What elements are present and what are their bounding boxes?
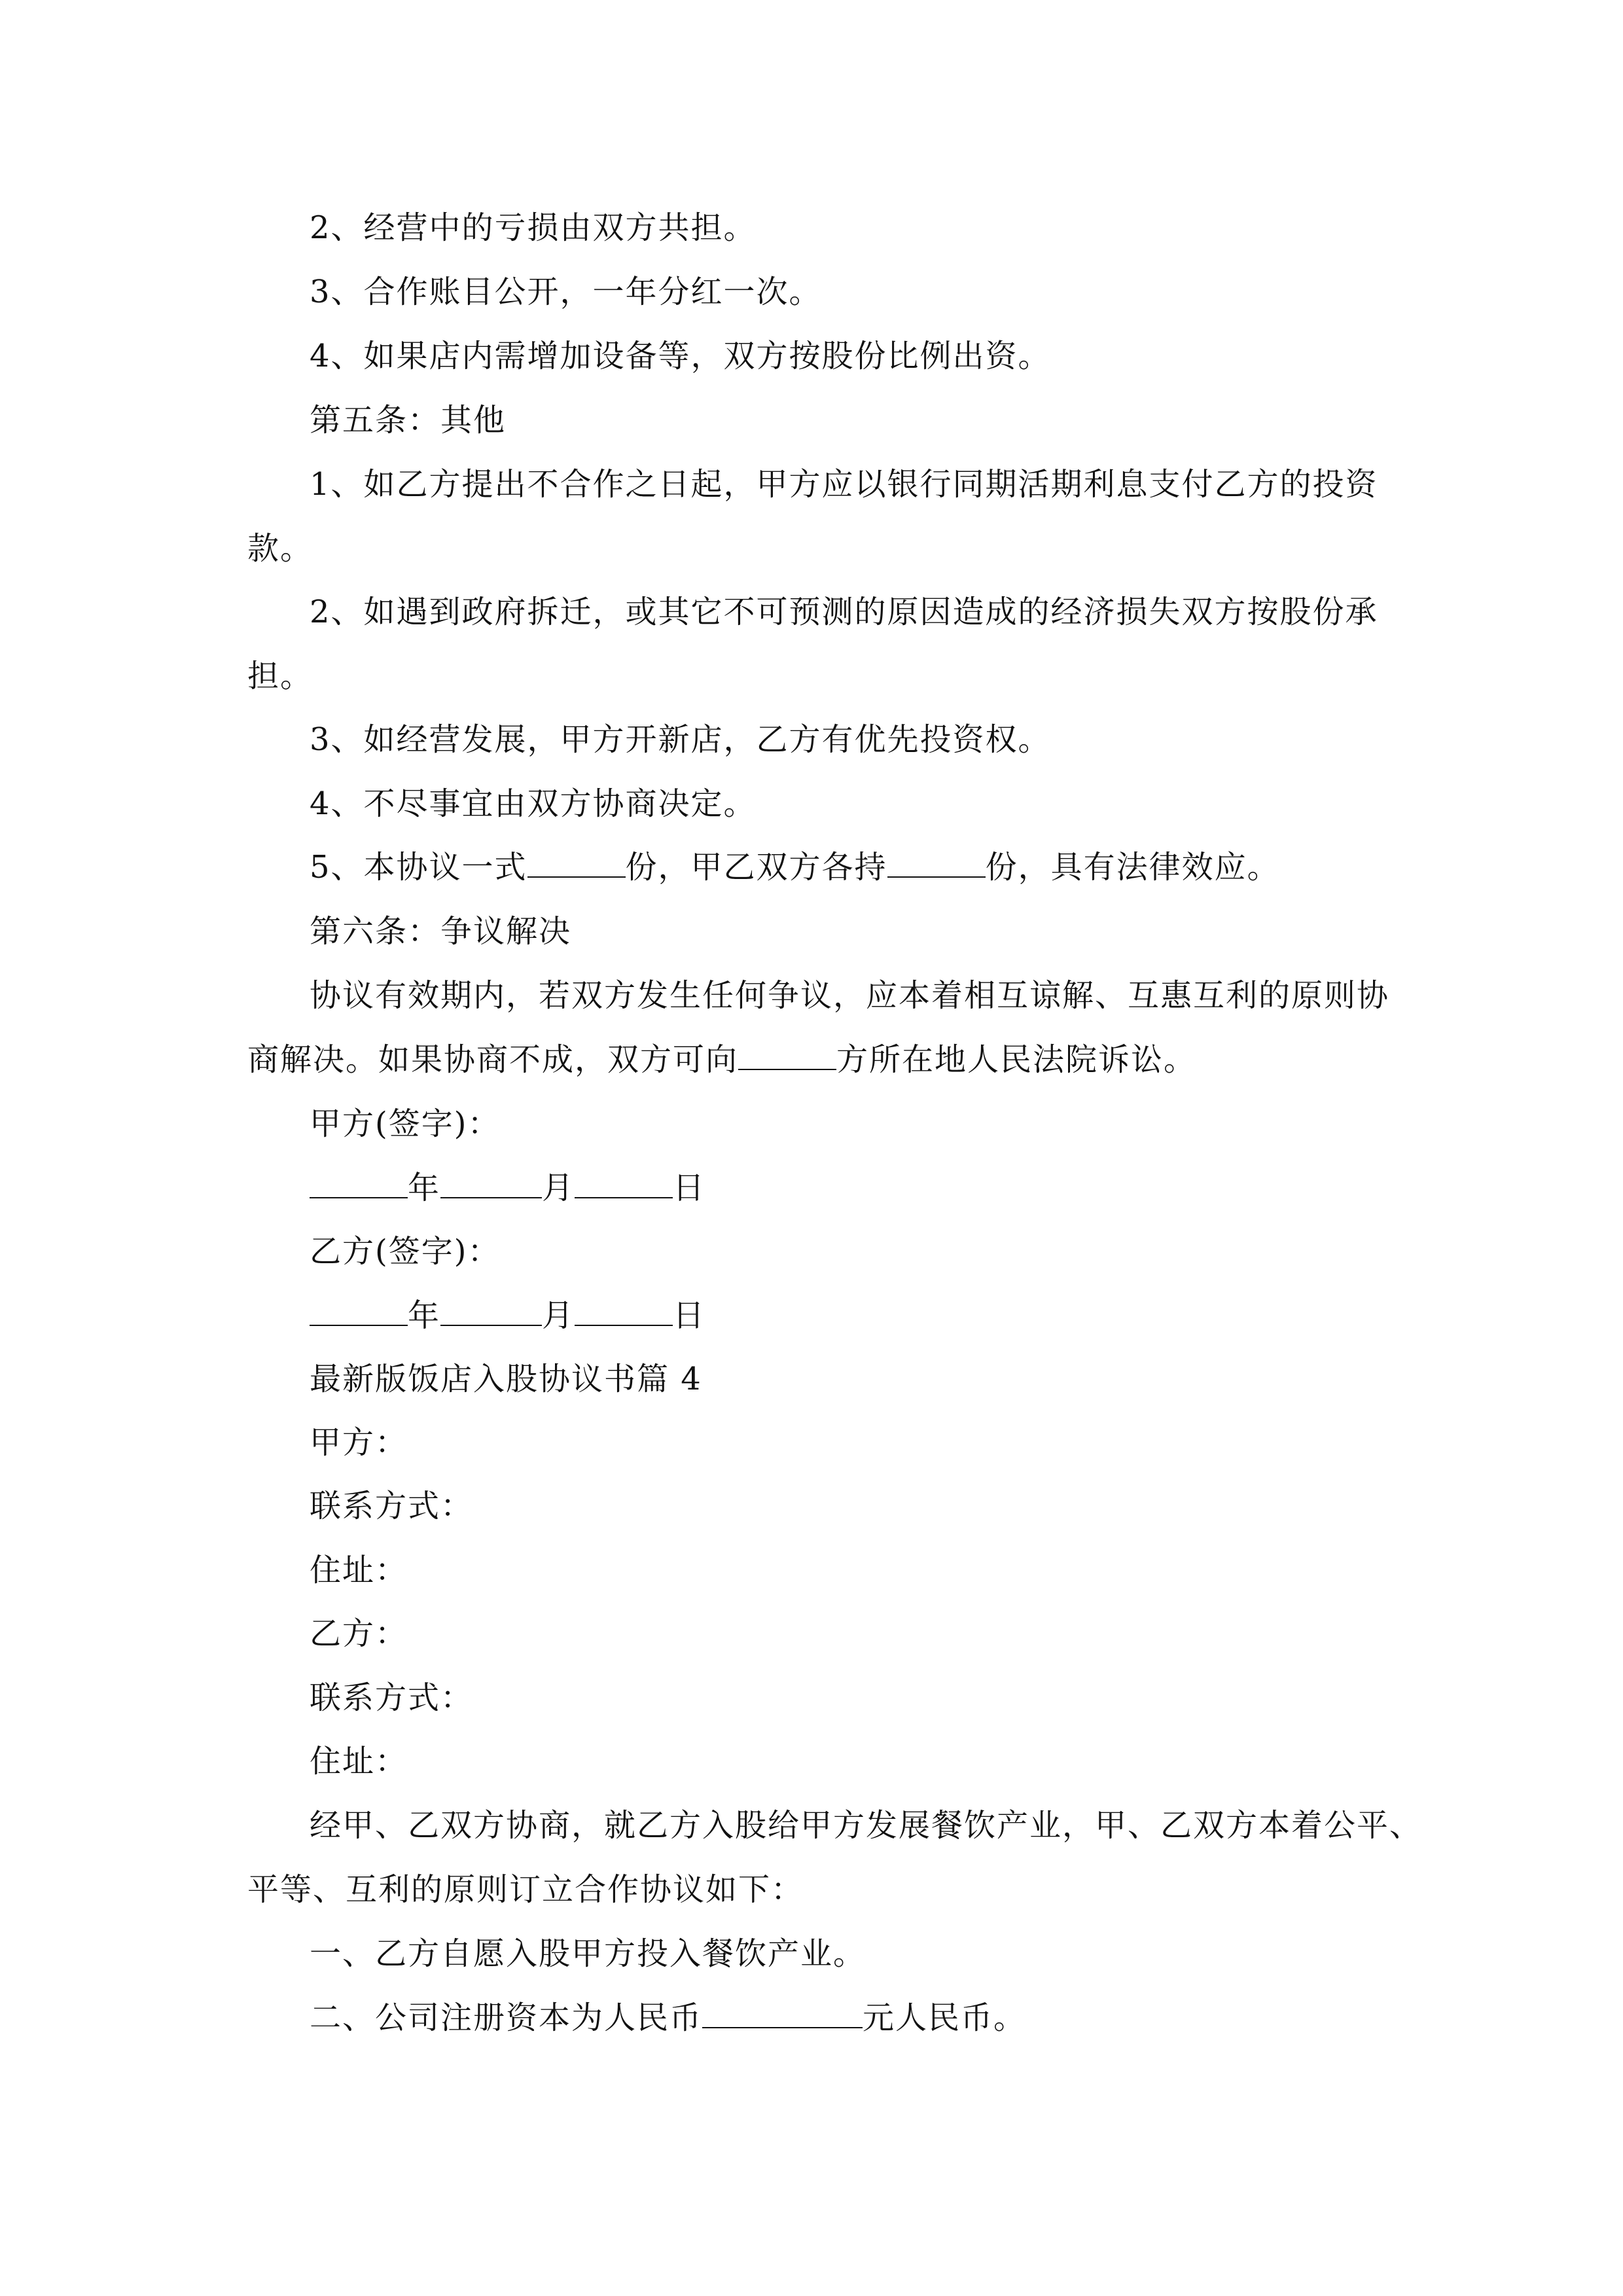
court-party-blank[interactable]	[738, 1040, 836, 1070]
party-a-label: 甲方：	[310, 1424, 408, 1461]
party-b-year-blank[interactable]	[310, 1296, 408, 1326]
party-a-month-blank[interactable]	[440, 1168, 542, 1198]
party-a-date	[310, 1168, 705, 1208]
party-b-label: 乙方：	[310, 1615, 408, 1652]
copies-text-1: 5、本协议一式	[310, 849, 527, 886]
day-label: 日	[673, 1297, 706, 1334]
paragraph-equipment-funding: 4、如果店内需增加设备等，双方按股份比例出资。	[310, 338, 1051, 374]
capital-amount-blank[interactable]	[702, 1998, 863, 2028]
party-b-address-label: 住址：	[310, 1743, 408, 1780]
heading-article-five: 第五条：其他	[310, 402, 507, 439]
paragraph-withdrawal-cont: 款。	[247, 530, 313, 567]
paragraph-dispute: 协议有效期内，若双方发生任何争议，应本着相互谅解、互惠互利的原则协	[310, 977, 1390, 1014]
party-a-signature-label: 甲方(签字)：	[310, 1105, 501, 1142]
paragraph-dispute-cont	[247, 1040, 1196, 1079]
clause-two	[310, 1998, 1026, 2037]
party-a-year-blank[interactable]	[310, 1168, 408, 1198]
heading-article-six: 第六条：争议解决	[310, 913, 572, 950]
paragraph-new-store: 3、如经营发展，甲方开新店，乙方有优先投资权。	[310, 721, 1051, 758]
paragraph-other-matters: 4、不尽事宜由双方协商决定。	[310, 785, 757, 822]
party-a-contact-label: 联系方式：	[310, 1488, 474, 1524]
court-text-2: 方所在地人民法院诉讼。	[836, 1041, 1197, 1078]
paragraph-withdrawal: 1、如乙方提出不合作之日起，甲方应以银行同期活期利息支付乙方的投资	[310, 466, 1378, 503]
capital-text-1: 二、公司注册资本为人民币	[310, 2000, 703, 2036]
court-text-1: 商解决。如果协商不成，双方可向	[247, 1041, 739, 1078]
party-b-month-blank[interactable]	[440, 1296, 542, 1326]
paragraph-demolition-cont: 担。	[247, 658, 313, 694]
copies-text-3: 份，具有法律效应。	[985, 849, 1280, 886]
section-title: 最新版饭店入股协议书篇 4	[310, 1361, 702, 1397]
paragraph-agreement-intro-cont: 平等、互利的原则订立合作协议如下：	[247, 1871, 804, 1908]
year-label: 年	[408, 1170, 441, 1206]
party-a-address-label: 住址：	[310, 1552, 408, 1588]
party-b-signature-label: 乙方(签字)：	[310, 1233, 501, 1270]
paragraph-copies	[310, 848, 1280, 887]
paragraph-loss-sharing: 2、经营中的亏损由双方共担。	[310, 209, 757, 246]
day-label: 日	[673, 1170, 706, 1206]
copies-total-blank[interactable]	[527, 848, 626, 878]
capital-text-2: 元人民币。	[863, 2000, 1027, 2036]
copies-text-2: 份，甲乙双方各持	[625, 849, 887, 886]
paragraph-accounts-public: 3、合作账目公开，一年分红一次。	[310, 274, 822, 310]
paragraph-agreement-intro: 经甲、乙双方协商，就乙方入股给甲方发展餐饮产业，甲、乙双方本着公平、	[310, 1807, 1423, 1844]
copies-each-blank[interactable]	[887, 848, 986, 878]
year-label: 年	[408, 1297, 441, 1334]
paragraph-demolition: 2、如遇到政府拆迁，或其它不可预测的原因造成的经济损失双方按股份承	[310, 594, 1378, 630]
clause-one: 一、乙方自愿入股甲方投入餐饮产业。	[310, 1935, 866, 1972]
party-b-day-blank[interactable]	[575, 1296, 673, 1326]
party-b-date	[310, 1296, 705, 1335]
party-b-contact-label: 联系方式：	[310, 1679, 474, 1716]
party-a-day-blank[interactable]	[575, 1168, 673, 1198]
month-label: 月	[542, 1297, 575, 1334]
month-label: 月	[542, 1170, 575, 1206]
